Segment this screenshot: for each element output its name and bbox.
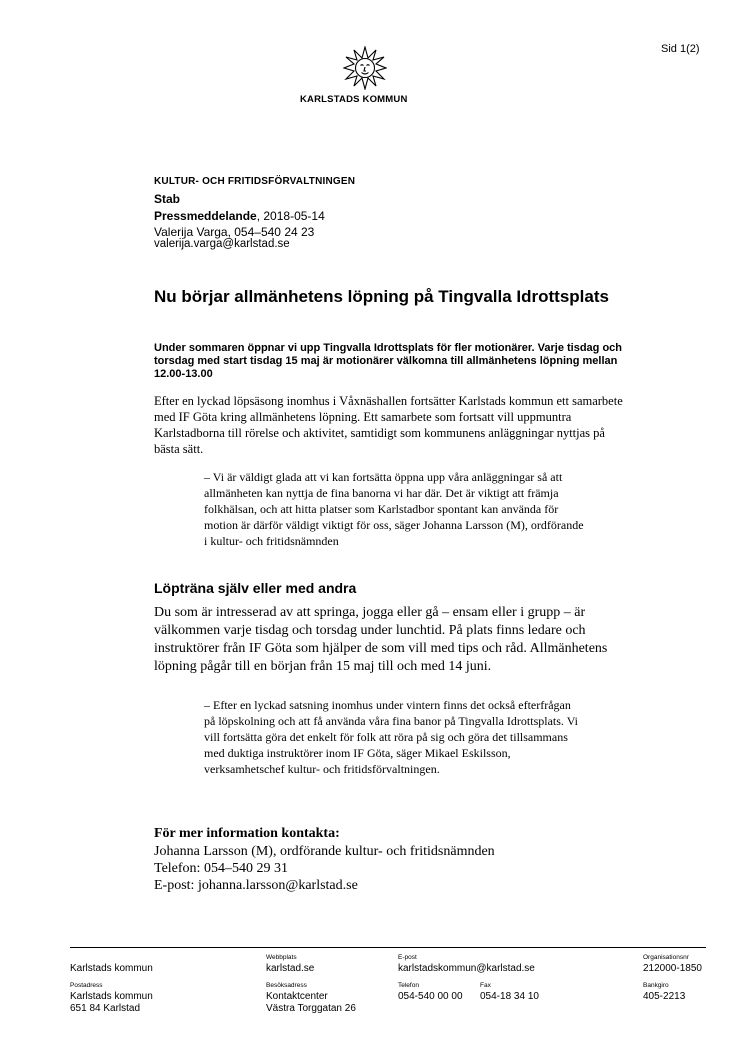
headline: Nu börjar allmänhetens löpning på Tingvalla Idrottsplats	[154, 287, 609, 306]
body-paragraph-2: Du som är intresserad av att springa, jogga eller gå – ensam eller i grupp – är välkommen varje tisdag och torsdag under lunchtid. På plats finns ledare och instruktörer från IF Göta som hjälper de som vill med tips och råd. Allmänhetens löpning pågår till en början från 15 maj till och med 14 juni.	[154, 605, 608, 674]
contact-email: valerija.varga@karlstad.se	[154, 238, 290, 250]
quote-2: – Efter en lyckad satsning inomhus under vintern finns det också efterfrågan på löpskolning och att få använda våra fina banor på Tingvalla Idrottsplats. Vi vill fortsätta göra det enkelt för folk att röra på sig och göra det tillsammans med duktiga instruktörer inom IF Göta, säger Mikael Eskilsson, verksamhetschef kultur- och fritidsförvaltningen.	[204, 698, 578, 776]
department-name: KULTUR- OCH FRITIDSFÖRVALTNINGEN	[154, 176, 356, 187]
unit-name: Stab	[154, 192, 181, 206]
footer-fax-label: Fax	[480, 982, 491, 989]
footer-visit-label: Besöksadress	[266, 982, 307, 989]
footer-bankgiro-value: 405-2213	[643, 991, 686, 1002]
press-release-line	[154, 209, 325, 223]
page-number: Sid 1(2)	[661, 43, 700, 55]
body-paragraph-1: Efter en lyckad löpsäsong inomhus i Våxnäshallen fortsätter Karlstads kommun ett samarbete med IF Göta kring allmänhetens löpning. Ett samarbete som fortsatt vill uppmuntra Karlstadborna till rörelse och aktivitet, samtidigt som kommunens anläggningar nyttjas på bästa sätt.	[154, 394, 623, 456]
subheading: Löpträna själv eller med andra	[154, 580, 357, 596]
footer-divider	[70, 947, 706, 948]
contact-person: Valerija Varga, 054–540 24 23	[154, 225, 315, 239]
footer-postal-line2: 651 84 Karlstad	[70, 1003, 141, 1014]
footer-web-value: karlstad.se	[266, 963, 315, 974]
footer-web-label: Webbplats	[266, 954, 297, 961]
footer-email-value: karlstadskommun@karlstad.se	[398, 963, 535, 974]
lead-paragraph: Under sommaren öppnar vi upp Tingvalla Idrottsplats för fler motionärer. Varje tisdag och torsdag med start tisdag 15 maj är motionärer välkomna till allmänhetens löpning mellan 12.00-13.00	[154, 342, 623, 380]
sun-face-icon	[343, 46, 387, 90]
info-heading: För mer information kontakta:	[154, 826, 340, 841]
footer-orgnr-value: 212000-1850	[643, 963, 702, 974]
info-contact-phone: Telefon: 054–540 29 31	[154, 861, 288, 876]
info-contact-email: E-post: johanna.larsson@karlstad.se	[154, 878, 358, 893]
footer-org: Karlstads kommun	[70, 963, 153, 974]
footer-fax-value: 054-18 34 10	[480, 991, 539, 1002]
footer-phone-value: 054-540 00 00	[398, 991, 463, 1002]
footer-visit-line2: Västra Torggatan 26	[266, 1003, 356, 1014]
footer-postal-label: Postadress	[70, 982, 103, 989]
footer-postal-line1: Karlstads kommun	[70, 991, 153, 1002]
footer-bankgiro-label: Bankgiro	[643, 982, 669, 989]
footer-email-label: E-post	[398, 954, 417, 961]
press-date: , 2018-05-14	[256, 209, 325, 223]
info-contact-name: Johanna Larsson (M), ordförande kultur- och fritidsnämnden	[154, 844, 495, 859]
footer-visit-line1: Kontaktcenter	[266, 991, 328, 1002]
quote-1: – Vi är väldigt glada att vi kan fortsätta öppna upp våra anläggningar så att allmänheten kan nyttja de fina banorna vi har där. Det är viktigt att främja folkhälsan, och att hitta platser som Karlstadbor spontant kan använda för motion är därför väldigt viktigt för oss, säger Johanna Larsson (M), ordförande i kultur- och fritidsnämnden	[204, 470, 584, 548]
org-name: KARLSTADS KOMMUN	[300, 94, 408, 105]
doc-type: Pressmeddelande	[154, 209, 257, 223]
footer-phone-label: Telefon	[398, 982, 419, 989]
footer-orgnr-label: Organisationsnr	[643, 954, 689, 961]
